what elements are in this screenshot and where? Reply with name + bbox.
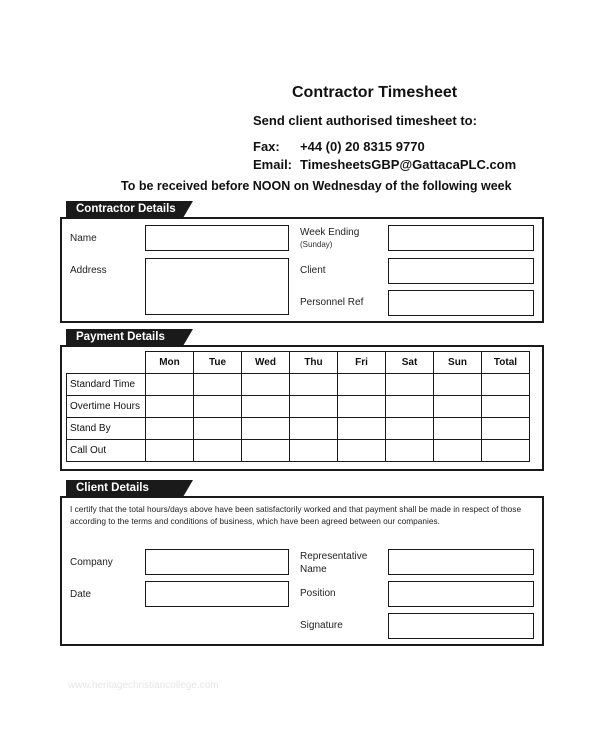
hours-cell[interactable] — [434, 374, 482, 396]
page-title: Contractor Timesheet — [292, 84, 458, 101]
total-cell[interactable] — [482, 418, 530, 440]
hours-cell[interactable] — [338, 440, 386, 462]
hours-cell[interactable] — [146, 418, 194, 440]
table-corner — [67, 352, 146, 374]
section-title-client-details: Client Details — [66, 480, 183, 497]
position-label: Position — [300, 588, 336, 599]
email-label: Email: — [253, 157, 293, 172]
table-row — [67, 396, 530, 418]
hours-cell[interactable] — [146, 396, 194, 418]
date-field[interactable] — [145, 581, 289, 607]
representative-name-label: Representative Name — [300, 551, 368, 575]
name-field[interactable] — [145, 225, 289, 251]
fax-number: +44 (0) 20 8315 9770 — [300, 139, 425, 154]
hours-cell[interactable] — [338, 418, 386, 440]
representative-name-field[interactable] — [388, 549, 534, 575]
column-header-sat: Sat — [386, 352, 434, 374]
name-label: Name — [70, 233, 97, 244]
column-header-sun: Sun — [434, 352, 482, 374]
client-field[interactable] — [388, 258, 534, 284]
table-row — [67, 374, 530, 396]
hours-cell[interactable] — [146, 440, 194, 462]
hours-cell[interactable] — [434, 396, 482, 418]
table-row — [67, 418, 530, 440]
signature-field[interactable] — [388, 613, 534, 639]
column-header-thu: Thu — [290, 352, 338, 374]
table-header-row — [67, 352, 530, 374]
hours-cell[interactable] — [290, 440, 338, 462]
hours-cell[interactable] — [290, 396, 338, 418]
total-cell[interactable] — [482, 374, 530, 396]
payment-table — [66, 351, 530, 462]
hours-cell[interactable] — [386, 418, 434, 440]
hours-cell[interactable] — [194, 418, 242, 440]
week-ending-hint: (Sunday) — [300, 240, 333, 249]
fax-label: Fax: — [253, 139, 280, 154]
hours-cell[interactable] — [242, 396, 290, 418]
week-ending-field[interactable] — [388, 225, 534, 251]
total-cell[interactable] — [482, 396, 530, 418]
week-ending-label: Week Ending — [300, 227, 360, 238]
hours-cell[interactable] — [194, 440, 242, 462]
hours-cell[interactable] — [242, 440, 290, 462]
column-header-wed: Wed — [242, 352, 290, 374]
personnel-ref-field[interactable] — [388, 290, 534, 316]
row-label-stand-by: Stand By — [67, 418, 146, 440]
personnel-ref-label: Personnel Ref — [300, 297, 364, 308]
signature-label: Signature — [300, 620, 343, 631]
hours-cell[interactable] — [290, 418, 338, 440]
hours-cell[interactable] — [290, 374, 338, 396]
hours-cell[interactable] — [242, 374, 290, 396]
hours-cell[interactable] — [242, 418, 290, 440]
send-instruction: Send client authorised timesheet to: — [253, 113, 477, 128]
hours-cell[interactable] — [386, 440, 434, 462]
hours-cell[interactable] — [146, 374, 194, 396]
hours-cell[interactable] — [434, 440, 482, 462]
hours-cell[interactable] — [386, 374, 434, 396]
hours-cell[interactable] — [434, 418, 482, 440]
company-field[interactable] — [145, 549, 289, 575]
row-label-standard-time: Standard Time — [67, 374, 146, 396]
total-cell[interactable] — [482, 440, 530, 462]
section-title-payment-details: Payment Details — [66, 329, 183, 346]
column-header-mon: Mon — [146, 352, 194, 374]
row-label-call-out: Call Out — [67, 440, 146, 462]
column-header-fri: Fri — [338, 352, 386, 374]
email-address: TimesheetsGBP@GattacaPLC.com — [300, 157, 517, 172]
hours-cell[interactable] — [338, 396, 386, 418]
date-label: Date — [70, 589, 92, 600]
table-row — [67, 440, 530, 462]
hours-cell[interactable] — [194, 396, 242, 418]
deadline-notice: To be received before NOON on Wednesday of the following week — [121, 179, 512, 193]
address-field[interactable] — [145, 258, 289, 315]
watermark: www.heritagechristiancollege.com — [68, 680, 219, 691]
row-label-overtime-hours: Overtime Hours — [67, 396, 146, 418]
address-label: Address — [70, 265, 107, 276]
hours-cell[interactable] — [338, 374, 386, 396]
hours-cell[interactable] — [194, 374, 242, 396]
section-title-contractor-details: Contractor Details — [66, 201, 183, 218]
column-header-tue: Tue — [194, 352, 242, 374]
position-field[interactable] — [388, 581, 534, 607]
certification-statement: I certify that the total hours/days above have been satisfactorily worked and that payment shall be made in respect of those according to the terms and conditions of business, which have been agreed between our companies. — [70, 504, 522, 526]
client-label: Client — [300, 265, 326, 276]
column-header-total: Total — [482, 352, 530, 374]
company-label: Company — [70, 557, 113, 568]
hours-cell[interactable] — [386, 396, 434, 418]
